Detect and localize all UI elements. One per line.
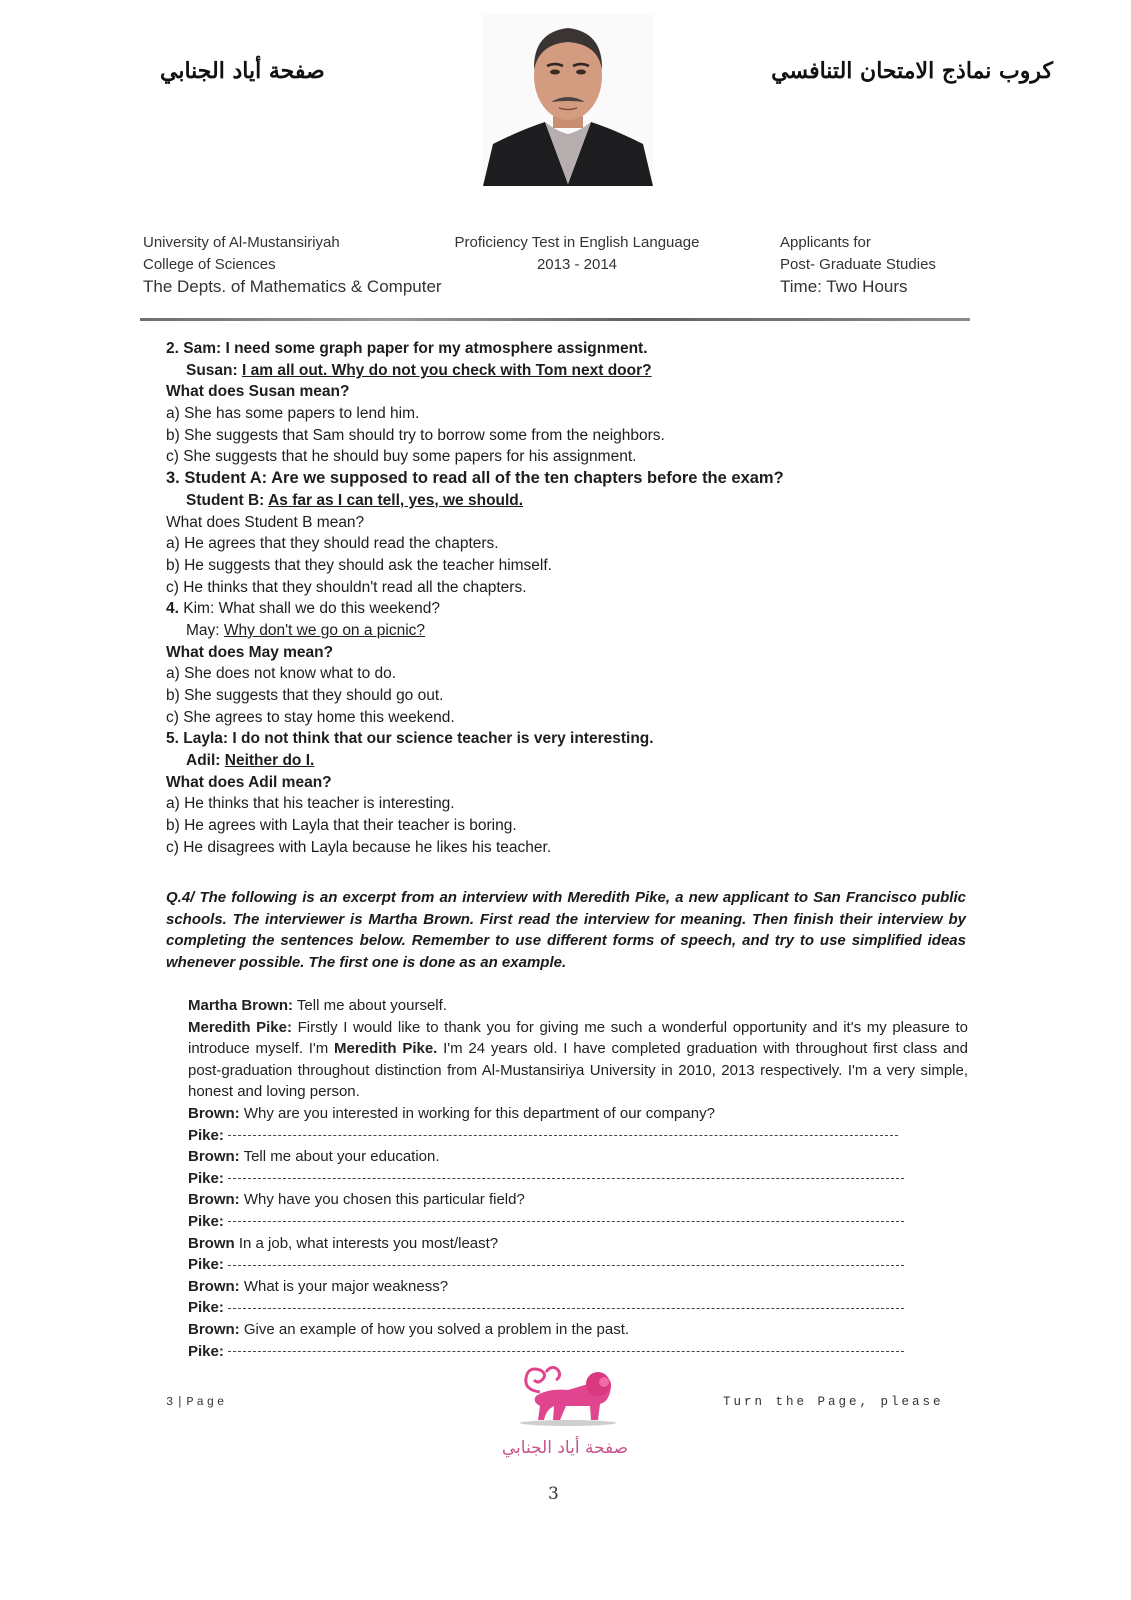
question-5 (166, 728, 966, 858)
footer-arabic-credit: صفحة أياد الجنابي (501, 1438, 629, 1458)
test-info (437, 232, 717, 276)
interviewer-question: Brown: Why are you interested in working for this department of our company? (188, 1104, 715, 1122)
page-label: 3|Page (166, 1395, 228, 1409)
option-b: b) He suggests that they should ask the teacher himself. (166, 556, 552, 574)
interviewer-question: Brown: Tell me about your education. (188, 1148, 440, 1166)
option-a: a) She does not know what to do. (166, 665, 397, 683)
applicant-info (780, 232, 936, 298)
option-b: b) He agrees with Layla that their teacher is boring. (166, 817, 517, 835)
option-a: a) He thinks that his teacher is interesting. (166, 795, 455, 813)
exchange-2 (188, 1146, 968, 1189)
question-line-b: May: Why don't we go on a picnic? (186, 621, 426, 639)
test-title: Proficiency Test in English Language (454, 234, 700, 251)
question-prompt: What does Susan mean? (166, 383, 350, 401)
option-c: c) He thinks that they shouldn't read all the chapters. (166, 578, 527, 596)
option-b: b) She suggests that they should go out. (166, 687, 444, 704)
question-prompt: What does May mean? (166, 643, 334, 661)
question-prompt: What does Adil mean? (166, 773, 332, 791)
exchange-4 (188, 1233, 968, 1276)
answer-blank[interactable] (228, 1351, 904, 1352)
question-4 (166, 598, 966, 728)
interview-dialog (188, 995, 968, 1362)
question-line-b: Adil: Neither do I. (186, 752, 315, 770)
example-answer: Meredith Pike: Firstly I would like to thank you for giving me such a wonderful opportunity and it's my pleasure to introduce myself. I'm Meredith Pike. I'm 24 years old. I have completed graduation with throughout first class and post-graduation throughout distinction from Al-Mustansiriya University in 2010, 2013 respectively. I'm a very simple, honest and loving person. (188, 1018, 969, 1101)
time-label: Time: Two Hours (780, 277, 908, 296)
answer-line[interactable]: Pike: (188, 1211, 968, 1233)
question-line-a: 3. Student A: Are we supposed to read all of the ten chapters before the exam? (166, 469, 784, 488)
answer-blank[interactable] (228, 1135, 898, 1136)
q4-instructions: Q.4/ The following is an excerpt from an interview with Meredith Pike, a new applicant to San Francisco public schools. The interviewer is Martha Brown. First read the interview for meaning. Then finish their interview by completing the sentences below. Remember to use different forms of speech, and try to use simplified ideas whenever possible. The first one is done as an example. (166, 889, 966, 971)
pink-lion-logo-icon (518, 1362, 618, 1424)
question-line-b: Student B: As far as I can tell, yes, we should. (186, 491, 524, 509)
department-name: The Depts. of Mathematics & Computer (143, 277, 442, 296)
option-a: a) He agrees that they should read the chapters. (166, 535, 499, 553)
question-line-b: Susan: I am all out. Why do not you check with Tom next door? (186, 361, 652, 379)
answer-line[interactable]: Pike: (188, 1254, 968, 1276)
question-prompt: What does Student B mean? (166, 513, 365, 531)
exchange-3 (188, 1189, 968, 1232)
applicants-label: Applicants for (780, 234, 871, 251)
turn-page-note: Turn the Page, please (723, 1395, 944, 1409)
university-info (143, 232, 442, 298)
studies-label: Post- Graduate Studies (780, 256, 936, 273)
portrait-photo (483, 14, 653, 186)
answer-line[interactable]: Pike: (188, 1125, 968, 1147)
answer-blank[interactable] (228, 1178, 904, 1179)
question-2 (166, 338, 966, 468)
option-c: c) She agrees to stay home this weekend. (166, 708, 455, 726)
answer-blank[interactable] (228, 1308, 904, 1309)
option-b: b) She suggests that Sam should try to borrow some from the neighbors. (166, 426, 665, 444)
page-number: 3 (548, 1484, 559, 1504)
option-c: c) She suggests that he should buy some papers for his assignment. (166, 448, 637, 466)
example-question: Martha Brown: Tell me about yourself. (188, 997, 447, 1014)
question-3 (166, 468, 966, 598)
interviewer-question: Brown: What is your major weakness? (188, 1277, 449, 1295)
college-name: College of Sciences (143, 256, 276, 273)
interviewer-question: Brown: Give an example of how you solved a problem in the past. (188, 1320, 630, 1338)
questions-section (166, 338, 966, 859)
interviewer-question: Brown In a job, what interests you most/least? (188, 1234, 499, 1252)
answer-line[interactable]: Pike: (188, 1168, 968, 1190)
exchange-5 (188, 1276, 968, 1319)
interviewer-question: Brown: Why have you chosen this particular field? (188, 1191, 525, 1209)
question-line-a: 5. Layla: I do not think that our science teacher is very interesting. (166, 730, 654, 748)
answer-line[interactable]: Pike: (188, 1297, 968, 1319)
exchange-1 (188, 1103, 968, 1146)
header-arabic-right: كروب نماذج الامتحان التنافسي (771, 58, 1053, 84)
option-a: a) She has some papers to lend him. (166, 405, 420, 423)
exchange-6 (188, 1319, 968, 1362)
academic-year: 2013 - 2014 (536, 256, 618, 273)
answer-line[interactable]: Pike: (188, 1341, 968, 1363)
question-line-a: 2. Sam: I need some graph paper for my atmosphere assignment. (166, 340, 648, 357)
answer-blank[interactable] (228, 1221, 904, 1222)
university-name: University of Al-Mustansiriyah (143, 234, 340, 251)
answer-blank[interactable] (228, 1265, 904, 1266)
question-line-a: 4. Kim: What shall we do this weekend? (166, 600, 440, 618)
option-c: c) He disagrees with Layla because he likes his teacher. (166, 838, 552, 856)
header-arabic-left: صفحة أياد الجنابي (160, 58, 325, 84)
header-divider (140, 318, 970, 321)
